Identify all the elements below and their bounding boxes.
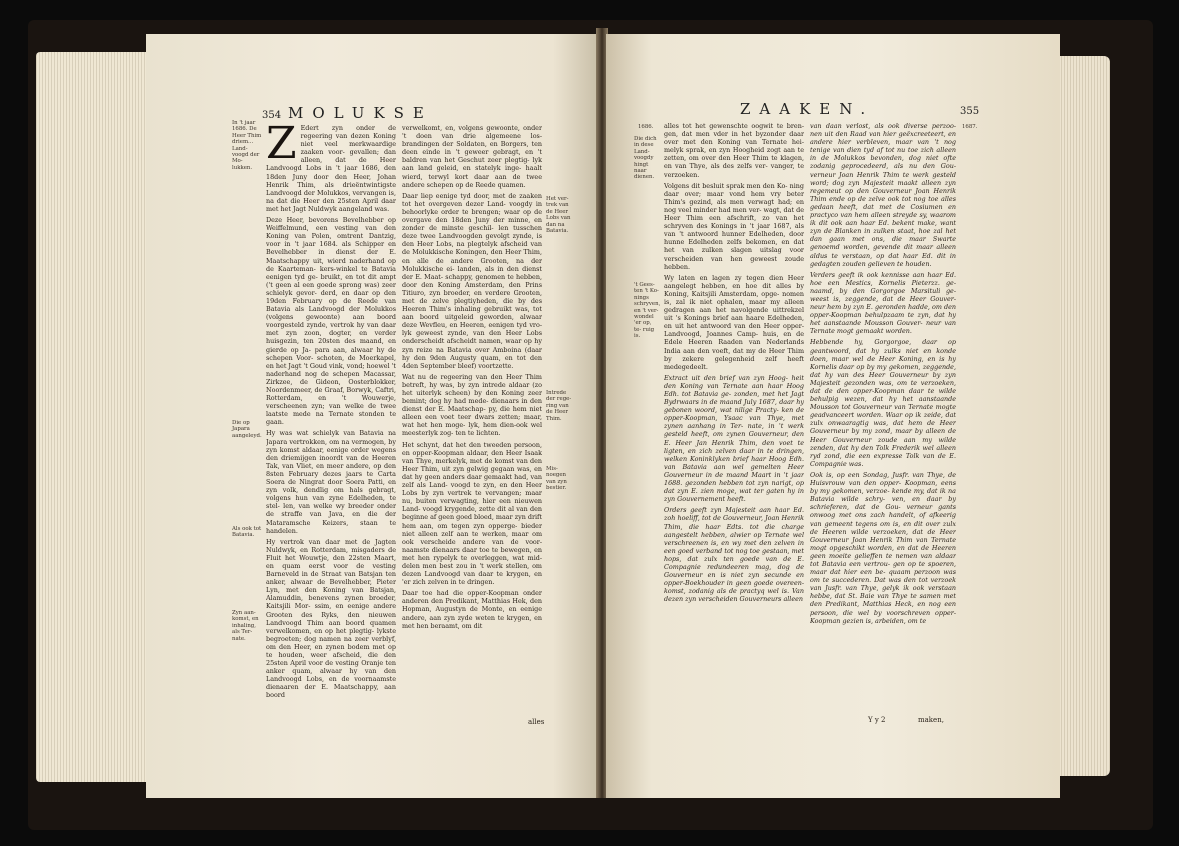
paragraph: Ook is, op een Sondag, Jusfr. van Thye, de Huisvrouw van den opper- Koopman, eens by my gekomen, verzoe- kende my, dat ik na Batavia wilde schry- ven, en daar by schrieferen, dat de Gou- verneur gants onwoog met ons zach handelt, of afkeerig van gemeent tegens om is, en dit over zulx de Heeren wilde verzoeken, dat de Heer Gouverneur Joan Henrik Thim van Ternate mogt opgeschikt worden, en dat de Heeren geen moeite gelieffen te nemen van aldaar tot Batavia een vertrou- gen op te spoeren, maar dat hier een be- quaam perzoon was om te succederen. Dat was den tot verzoek van Jusfr. van Thye, gelyk ik ook verstaan hebbe, dat St. Baie van Thye te samen met den Predikant, Matthias Heck, en nog een persoon, die wel by voorschreven opper- Koopman gezien is, arbeiden, om te xyxy=(810,470,956,625)
paragraph: Het schynt, dat het den tweeden persoon, en opper-Koopman aldaar, den Heer Isaak van Thye, merkelyk, met de komst van den Heer Thim, uit zyn gelwig gegaan was, en dat hy geen anders daar gemaakt had, van zelf als Land- voogd te zyn, en den Heer Lobs by zyn vertrek te vervangen; maar nu, buiten verwagting, hier een nieuwen Land- voogd krygende, zette dit al van den beginne af geen goed bloed, maar zyn drift hem aan, om tegen zyn opperge- bieder niet alleen zelf aan te werken, maar om ook verscheide andere van de voor- naamste dienaars daar toe te bewegen, en met hen rypelyk te overleggen, wat mid- delen men best zou in 't werk stellen, om dezen Landvoogd van daar te krygen, en 'er zich zelven in te dringen. xyxy=(402,440,542,587)
right-catchword: maken, xyxy=(918,716,944,724)
paragraph: verwelkomt, en, volgens gewoonte, onder 't doen van drie algemeene los- brandingen der Soldaten, en Borgers, ten deen einde in 't geweer gebragt, en 't baldren van het Geschut zeer plegtig- lyk aan land geleid, en statelyk inge- haalt wierd, terwyl kort daar aan de twee andere schepen op de Reede quamen. xyxy=(402,124,542,189)
paragraph: Daar toe had die opper-Koopman onder anderen den Predikant, Matthias Hek, den Hopman, Augustyn de Monte, en eenige andere, aan zyn zyde weten te krygen, en met hen beraamt, om dit xyxy=(402,589,542,630)
left-margin-note-2: Die op Japara aangeleyd. xyxy=(232,420,262,439)
left-page-edges xyxy=(36,52,146,782)
paragraph: Hy vertrok van daar met de Jagten Nuldwyk, en Rotterdam, misgaders de Fluit het Wouwtje, den 22sten Maart, en quam eerst voor de vesting Barneveld in de Straat van Batsjan ten anker, alwaar de Bevelhebber, Pieter Lyn, met den Koning van Batsjan, Alamuddin, benevens zynen broeder, Kaitsjili Mor- ssim, en eenige andere Grooten des Ryks, den nieuwen Landvoogd Thim aan boord quamen verwelkomen, en op het plegtig- lykste begroeten; dog namen na zeer verblyf, om den Heer, en zynen bodem met op te houden, weer afscheid, die den 25sten April voor de vesting Oranje ten anker quam, alwaar hy van den Landvoogd Lobs, en de voornaamste dienaaren der E. Maatschappy, aan boord xyxy=(266,537,396,700)
right-year-left: 1686. xyxy=(638,124,654,130)
left-inner-note-3: Mis- noegen van zyn bestier. xyxy=(546,466,567,492)
right-signature: Y y 2 xyxy=(868,716,886,724)
left-page-number: 354 xyxy=(262,110,282,121)
paragraph: Volgens dit besluit sprak men den Ko- ning daar over; maar vond hem vry beter Thim's gezind, als men verwagt had; en nog veel minder had men ver- wagt, dat de Heer Thim een afschrift, zo van het schryven des Konings in 't jaar 1687, als van 't antwoord hunner Edelheden, door hunne Edelheden zelfs bekomen, en dat het van zulken slagen uitslag voor verscheiden van hen geweest zoude hebben. xyxy=(664,181,804,271)
paragraph: Daar liep eenige tyd door, met de zaaken tot het overgeven dezer Land- voogdy in behoorlyke order te brengen; waar op de overgave den 18den Juny der minne, en zonder de minste geschil- len tusschen deze twee Landvoogden gevolgt zynde, is den Heer Lobs, na plegtelyk afscheid van de Molukkische Koningen, den Heer Thim, en alle de andere Grooten, na der Molukkische ei- landen, als in den dienst der E. Maat- schappy, genomen te hebben, door den Koning Amsterdam, den Prins Titiuro, zyn broeder, en verdere Grooten, met de zelve plegtiyheden, die by des Heeren Thim's inhaling gebruikt was, tot aan boord uitgeleid geworden, alwaar deze Wevfleu, en Heeren, eenigen tyd vro- lyk geweest zynde, van den Heer Lobs onderscheidt afscheidt namen, waar op hy zyn reize na Batavia over Amboina (daar hy den 9den Augusty quam, en tot den 4den September bleef) voortzette. xyxy=(402,191,542,370)
left-running-head: MOLUKSE xyxy=(288,104,433,122)
left-margin-note-4: Zyn aan- komst, en inhaling, als Ter- nate. xyxy=(232,610,259,642)
left-margin-note-3: Als ook tot Batavia. xyxy=(232,526,262,539)
drop-cap: Z xyxy=(266,124,297,169)
paragraph: alles tot het gewenschte oogwit te bren- gen, dat men vder in het byzonder daar over met den Koning van Ternate hei- melyk sprak, en zyn Hoogheid zogt aan te zetten, om over den Heer Thim te klagen, en van Thye, als des zelfs ver- vanger, te verzoeken. xyxy=(664,122,804,179)
left-column-2 xyxy=(402,124,542,714)
right-page-number: 355 xyxy=(960,106,980,117)
paragraph-extract: Extract uit den brief van zyn Hoog- heit den Koning van Ternate aan haar Hoog Edh. tot Batavia ge- zonden, met het Jagt Bydrwaars in de maand July 1687, daar hy gebonen woord, wat nilige Practy- ken de opper-Koopman, Ysaac van Thye, met zynen aanhang in Ter- nate, in 't werk gesteld heeft, om zynen Gouverneur, den E. Heer Jan Henrik Thim, den voet te ligten, en zich zelven daar in te dringen, welken Koninklyken brief haar Hoog Edh. van Batavia aan wel gemelten Heer Gouverneur in de maand Maart in 't jaar 1688. gezonden hebben tot zyn narigt, op dat zyn E. zien moge, wat ter gaten hy in zyn Gouvernement heeft. xyxy=(664,373,804,504)
right-margin-note-2: 't Gees- ten 't Ko- nings schryven, en 't ver- wondel 'er op, te- ruig is. xyxy=(634,282,661,340)
paragraph: Edert zyn onder de regeering van dezen Koning niet veel merkwaardige zaaken voor- gevallen; dan alleen, dat de Heer Landvoogd Lobs in 't jaar 1686, den 18den Juny door den Heer, Johan Henrik Thim, als drieëntwintigste Landvoogd der Molukkos, vervangen is, na dat die Heer den 25sten April daar met het Jagt Nuldwyk aangeland was. xyxy=(266,124,396,213)
right-column-1 xyxy=(664,122,804,722)
left-column-1 xyxy=(266,124,396,714)
paragraph: Deze Heer, bevorens Bevelhebber op Weiffelmund, een vesting van den Koning van Polen, omtrent Dantzig, voor in 't jaar 1684. als Schipper en Bevelhebber in dienst der E. Maatschappy uit, wierd naderhand op de Kaarteman- kers-winkel te Batavia eenigen tyd ge- bruikt, en tot dit ampt ('t geen al een goede sprong was) zeer schielyk gevor- derd, en daar op den 19den February op de Reede van Batavia als Landvoogd der Molukkos (volgens gewoonte) aan boord voorgesteld zynde, vertrok hy van daar met zyn zoon, dogter, en verder huisgezin, ten 20sten des maand, en gierde op Ja- para aan, alwaar hy de schepen Voor- schoten, de Moerkapel, en het Jagt 't Goud vink, vond; hoewel 't naderhand nog de schepen Macassar, Zirkzee, de Gideon, Oosterblokker, Noordenmeer, de Graaf, Borwyk, Caftri, Rotterdam, en 't Wouwerje, verscheenen zyn; van welke de twee laatste mede na Ternate stonden te gaan. xyxy=(266,216,396,427)
paragraph: Hy was wat schielyk van Batavia na Japara vertrokken, om na vermogen, by zyn komst aldaar, eenige order wegens den driemijgen inoordt van de Heeren Tak, van Vliet, en meer andere, op den 8sten February dezes jaars te Carta Soera de Ningrat door Soera Patti, en zyn volk, dendlig om hals gebragt, volgens hun van zyne Edelheden, te stel- len, van welke wy breeder onder de straffe van Java, en die der Mataramsche Keizers, staan te handelen. xyxy=(266,429,396,535)
right-column-2 xyxy=(810,122,956,722)
right-page-edges xyxy=(1058,56,1110,776)
right-year-right: 1687. xyxy=(962,124,978,130)
paragraph-letter: Orders geeft zyn Majesteit aan haar Ed. zoh hoeliff, tot de Gouverneur, Joan Henrik Thim, die haar Edts. tot die charge aangestelt hebben, alwier op Ternate wel verschreenen is, en wy met den zelven in een goed verband tot nog toe gestaan, met hops, dat zulx ten goede van de E. Compagnie redundeeren mag, dog de Gouverneur en is niet zyn secunde en opper-Boekhouder in geen goede overeen- komst, zodanig als de practyq wel is. Van dezen zyn verscheiden Gouverneurs alleen xyxy=(664,506,804,604)
left-inner-note-2: Intrede der rege- ring van de Heer Thim. xyxy=(546,390,572,422)
left-margin-note-1: In 't jaar 1686. De Heer Thim driem... Land- voogd der Mo- lukken. xyxy=(232,120,262,171)
paragraph: Wy laten en lagen zy tegen dien Heer aangelegt hebben, en hoe dit alles by Koning, Kaitsjili Amsterdam, opge- nomen is, zal ik niet ophalen, maar my alleen gedragen aan het navolgende uittrekzel uit 's Konings brief aan haare Edelheden, en uit het antwoord van den Heer opper-Landvoogd, Joannes Camp- huis, en de Edele Heeren Raaden van Nederlands India aan den voeft, dat my de Heer Thim by zekere gelegenheid zelf heeft medegedeelt. xyxy=(664,273,804,371)
left-inner-note-1: Het ver- trek van de Heer Lobs van dan na Batavia. xyxy=(546,196,571,235)
left-catchword: alles xyxy=(528,718,545,726)
paragraph: van daan verlost, als ook diverse perzoo- nen uit den Raad van hier geëxcreeteert, en andere hier verbleven, maar van 't nog tenige van dien tyd af tot nu toe zich alleen in de Molukkos bevonden, dog niet ofte zodanig geprocedeerd, als nu den Gou- verneur Joan Henrik Thim te werk gesteld word; dog zyn Majesteit maakt alleen zyn regemeut op den Gouverneur Joan Henrik Thim ende op de zelve ook tot nog toe alles gedaan heeft, dat met de Cosiumen en practyco van hem alleen streyde sy, waarom ik dit ook aan haar Ed. bekent make, want zyn de Blanken in zulken staat, hoe zal het dan gaan met ons, die maar Swarte genoemd worden, gevende dit maar alleen aldus te verstaan, op dat haar Ed. dit in gedagten zouden gelieven te houden. xyxy=(810,122,956,268)
paragraph: Verders geeft ik ook kennisse aan haar Ed. hoe een Mestics, Kornelis Pieterzz. ge- naamd, by den Gorgorgoe Marsituli ge- weest is, zeggende, dat de Heer Gouver- neur hem by zyn E. geronden hadde, om den opper-Koopman behulpzaam te zyn, dat hy het aanstaande Mousson Gouver- neur van Ternate mogt gemaakt worden. xyxy=(810,270,956,336)
right-running-head: ZAAKEN. xyxy=(740,100,875,118)
right-margin-note-1: Die dich in dese Land- voogdy hingt naar dienen. xyxy=(634,136,657,181)
paragraph: Hebbende hy, Gorgorgoe, daar op geantwoord, dat hy zulks niet en konde doen, maar wel de Heer Koning, en is hy Kornelis daar op by my gekomen, zeggende, dat hy van des Heer Gouverneur by zyn Majesteit gezonden was, om te verzoeken, dat de den opper-Koopman daar te wilde behulpig wezen, dat hy het aanstaande Mousson tot Gouverneur van Ternate mogte geadvanceert worden. Waar op ik zeide, dat zulx onwaaragtig was, dat hem de Heer Gouverneur by my zond, maar by alleen de Heer Gouverneur zoude aan my wilde zenden, dat hy den Tolk Frederik wel alleen ryd zond, die een expresse Tolk van de E. Compagnie was. xyxy=(810,338,956,468)
paragraph: Wat nu de regeering van den Heer Thim betreft, hy was, by zyn intrede aldaar (zo het uiterlyk scheen) by den Koning zeer bemint; dog hy had mede- dienaars in den dienst der E. Maatschap- py, die hem niet alleen een voet teer dwars zetten; maar, wat het hen moge- lyk, hem dien-ook wel meesterlyk zog- ten te lichten. xyxy=(402,372,542,438)
